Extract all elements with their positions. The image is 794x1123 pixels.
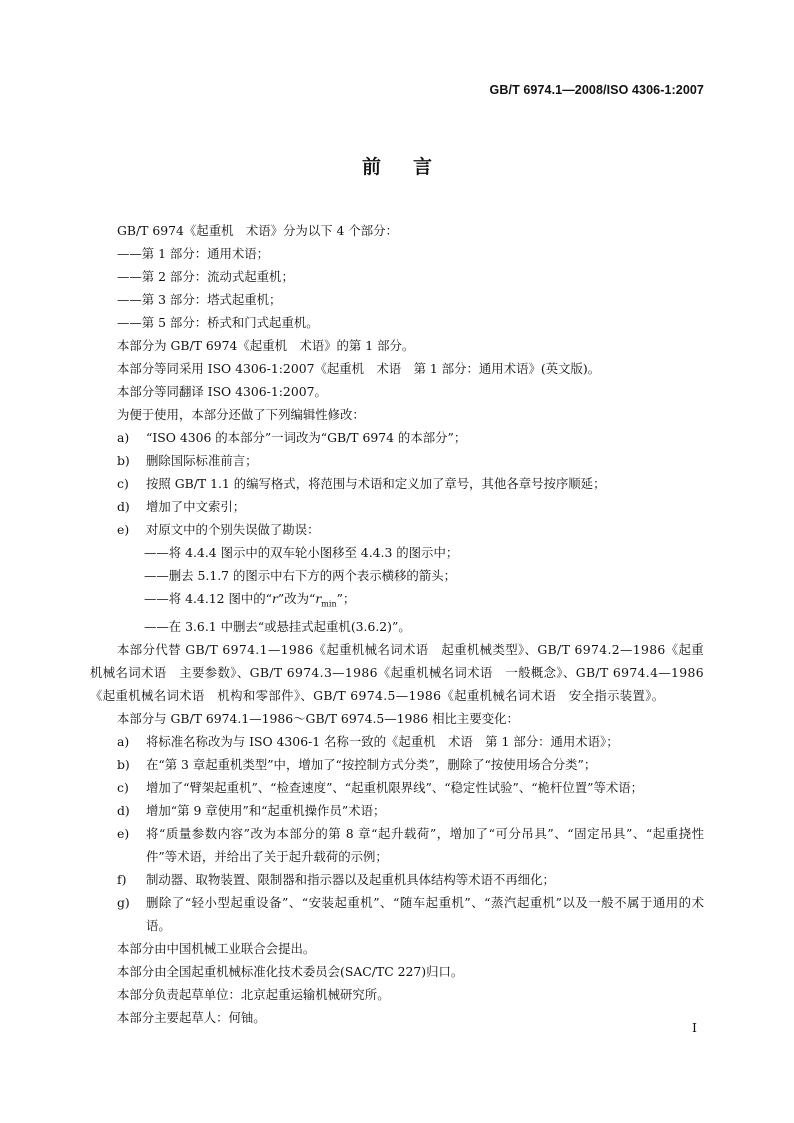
- errata-text-before: ——将 4.4.12 图中的“: [144, 591, 272, 606]
- errata-item: ——删去 5.1.7 的图示中右下方的两个表示横移的箭头；: [144, 568, 456, 583]
- change-item-text: 增加“第 9 章使用”和“起重机操作员”术语；: [146, 803, 386, 819]
- standard-code-header: GB/T 6974.1—2008/ISO 4306-1:2007: [489, 83, 704, 97]
- change-item-label: e): [117, 826, 130, 842]
- errata-item: [90, 587, 704, 615]
- change-item: [90, 799, 704, 822]
- symbol-rmin-subscript: min: [321, 599, 337, 609]
- change-item: [90, 753, 704, 776]
- edit-item-label: d): [117, 499, 130, 514]
- edits-intro-paragraph: 为便于使用，本部分还做了下列编辑性修改：: [117, 407, 365, 422]
- edit-item: [90, 472, 704, 495]
- change-item: [90, 822, 704, 868]
- edit-item: [90, 495, 704, 518]
- scope-paragraph: 本部分为 GB/T 6974《起重机 术语》的第 1 部分。: [117, 338, 415, 353]
- drafting-unit-paragraph: 本部分负责起草单位：北京起重运输机械研究所。: [117, 987, 390, 1003]
- errata-text-mid: ”改为“: [277, 591, 316, 606]
- change-item: [90, 730, 704, 753]
- change-item-text: 制动器、取物装置、限制器和指示器以及起重机具体结构等术语不再细化；: [146, 872, 555, 888]
- proposer-paragraph: 本部分由中国机械工业联合会提出。: [117, 941, 316, 957]
- replacement-paragraph: 本部分代替 GB/T 6974.1—1986《起重机械名词术语 起重机械类型》、GB/T 6974.2—1986《起重机械名词术语 主要参数》、GB/T 6974.3—1986《起重机械名词术语 一般概念》、GB/T 6974.4—1986《起重机械名词术语 机构和零部件》、GB/T 6974.5—1986《起重机械名词术语 安全指示装置》。: [90, 642, 704, 704]
- part-list-item: ——第 3 部分：塔式起重机；: [117, 292, 282, 307]
- change-item-text: 增加了“臂架起重机”、“检查速度”、“起重机限界线”、“稳定性试验”、“桅杆位置”等术语；: [146, 780, 644, 796]
- errata-item: ——将 4.4.4 图示中的双车轮小图移至 4.4.3 的图示中；: [144, 545, 459, 560]
- document-body: [90, 219, 704, 1029]
- errata-text-after: ”；: [336, 591, 356, 606]
- symbol-r: r: [271, 591, 278, 606]
- edit-item-text: 按照 GB/T 1.1 的编写格式，将范围与术语和定义加了章号，其他各章号按序顺延；: [146, 476, 606, 491]
- edit-item: [90, 449, 704, 472]
- edit-item-label: c): [117, 476, 129, 491]
- symbol-rmin: r: [315, 591, 322, 606]
- change-item-label: c): [117, 780, 129, 796]
- edit-item-label: a): [117, 430, 130, 445]
- part-list-item: ——第 5 部分：桥式和门式起重机。: [117, 315, 319, 330]
- edit-item: [90, 518, 704, 541]
- change-item: [90, 868, 704, 891]
- change-item-text: 将标准名称改为与 ISO 4306-1 名称一致的《起重机 术语 第 1 部分：通用术语》；: [146, 734, 619, 750]
- change-item-text: 将“质量参数内容”改为本部分的第 8 章“起升载荷”，增加了“可分吊具”、“固定吊具”、“起重挠性件”等术语，并给出了关于起升载荷的示例；: [146, 826, 704, 865]
- translation-paragraph: 本部分等同翻译 ISO 4306-1:2007。: [117, 384, 327, 399]
- edit-item-text: “ISO 4306 的本部分”一词改为“GB/T 6974 的本部分”；: [146, 430, 467, 445]
- change-item: [90, 891, 704, 937]
- edit-item-text: 删除国际标准前言；: [146, 453, 258, 468]
- drafters-paragraph: 本部分主要起草人：何铀。: [117, 1010, 266, 1026]
- change-item-label: f): [117, 872, 127, 888]
- change-item-label: d): [117, 803, 130, 819]
- change-item-label: a): [117, 734, 130, 750]
- page-number: I: [692, 1020, 697, 1035]
- part-list-item: ——第 1 部分：通用术语；: [117, 246, 270, 261]
- edit-item-label: e): [117, 522, 130, 537]
- errata-item: ——在 3.6.1 中删去“或悬挂式起重机(3.6.2)”。: [144, 619, 411, 635]
- edit-item-text: 对原文中的个别失误做了勘误：: [146, 522, 320, 537]
- part-list-item: ——第 2 部分：流动式起重机；: [117, 269, 294, 284]
- adoption-paragraph: 本部分等同采用 ISO 4306-1:2007《起重机 术语 第 1 部分：通用术语》(英文版)。: [117, 361, 601, 376]
- change-item-label: b): [117, 757, 130, 773]
- changes-intro-paragraph: 本部分与 GB/T 6974.1—1986～GB/T 6974.5—1986 相比主要变化：: [117, 711, 519, 727]
- change-item-label: g): [117, 895, 130, 911]
- change-item-text: 删除了“轻小型起重设备”、“安装起重机”、“随车起重机”、“蒸汽起重机”以及一般不属于通用的术语。: [146, 895, 704, 934]
- edit-item-text: 增加了中文索引；: [146, 499, 246, 514]
- edit-item: [90, 426, 704, 449]
- page-title: 前言: [361, 156, 464, 178]
- edit-item-label: b): [117, 453, 130, 468]
- committee-paragraph: 本部分由全国起重机械标准化技术委员会(SAC/TC 227)归口。: [117, 964, 464, 980]
- change-item: [90, 776, 704, 799]
- change-item-text: 在“第 3 章起重机类型”中，增加了“按控制方式分类”，删除了“按使用场合分类”；: [146, 757, 597, 773]
- intro-paragraph: GB/T 6974《起重机 术语》分为以下 4 个部分：: [117, 223, 398, 238]
